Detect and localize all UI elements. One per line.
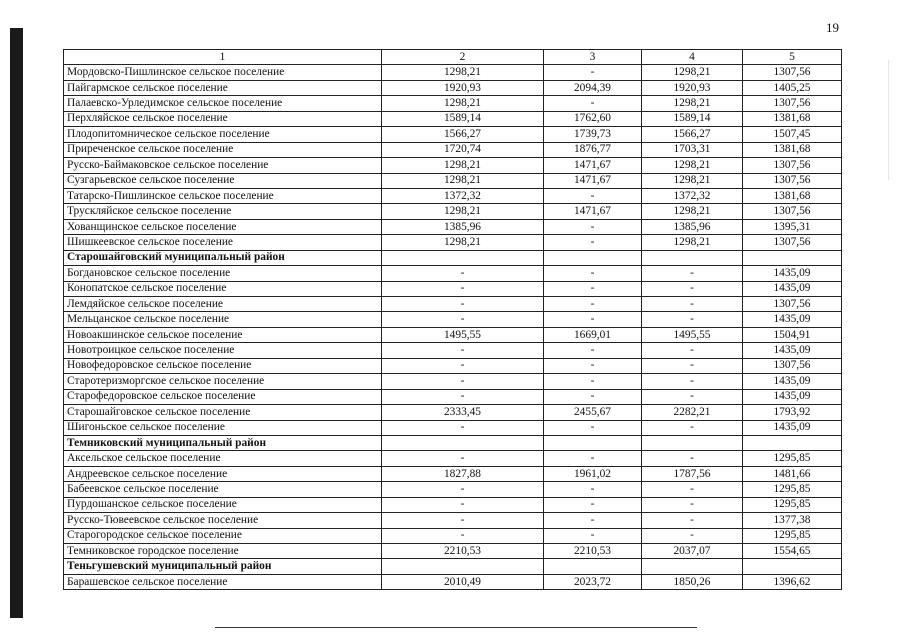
value-col2-cell: 1720,74 (382, 142, 544, 157)
value-col4-cell: - (642, 266, 743, 281)
value-col5-cell: 1435,09 (743, 420, 842, 435)
district-row (64, 435, 842, 450)
table-row (64, 96, 842, 111)
settlement-name-cell: Старошайговское сельское поселение (64, 405, 382, 420)
table-row (64, 281, 842, 296)
settlement-name-cell: Старофедоровское сельское поселение (64, 389, 382, 404)
value-col4-cell: 1787,56 (642, 466, 743, 481)
value-col2-cell: - (382, 451, 544, 466)
value-col4-cell: - (642, 374, 743, 389)
data-table (63, 49, 842, 590)
value-col3-cell: 2094,39 (544, 80, 642, 95)
table-row (64, 297, 842, 312)
settlement-name-cell: Сузгарьевское сельское поселение (64, 173, 382, 188)
value-col2-cell: - (382, 513, 544, 528)
value-col2-cell: 1589,14 (382, 111, 544, 126)
table-row (64, 111, 842, 126)
header-cell-5: 5 (743, 50, 842, 65)
district-name-cell: Старошайговский муниципальный район (64, 250, 382, 265)
value-col3-cell: - (544, 297, 642, 312)
settlement-name-cell: Новотроицкое сельское поселение (64, 343, 382, 358)
value-col4-cell: 1298,21 (642, 204, 743, 219)
district-row (64, 250, 842, 265)
settlement-name-cell: Андреевское сельское поселение (64, 466, 382, 481)
table-row (64, 219, 842, 234)
value-col3-cell: 1876,77 (544, 142, 642, 157)
value-col5-cell: 1307,56 (743, 204, 842, 219)
value-col4-cell: - (642, 389, 743, 404)
value-col4-cell: 1298,21 (642, 65, 743, 80)
value-col3-cell: 1471,67 (544, 158, 642, 173)
value-col2-cell (382, 559, 544, 574)
value-col3-cell: - (544, 281, 642, 296)
header-cell-4: 4 (642, 50, 743, 65)
value-col4-cell: 1298,21 (642, 96, 743, 111)
value-col2-cell: 2210,53 (382, 544, 544, 559)
settlement-name-cell: Темниковское городское поселение (64, 544, 382, 559)
value-col5-cell: 1307,56 (743, 235, 842, 250)
table-row (64, 358, 842, 373)
value-col4-cell: - (642, 497, 743, 512)
value-col2-cell: - (382, 358, 544, 373)
value-col3-cell: - (544, 358, 642, 373)
value-col5-cell: 1504,91 (743, 327, 842, 342)
value-col2-cell: 1298,21 (382, 235, 544, 250)
value-col4-cell: 1850,26 (642, 574, 743, 589)
value-col3-cell: - (544, 235, 642, 250)
value-col3-cell: - (544, 374, 642, 389)
value-col2-cell: 1385,96 (382, 219, 544, 234)
settlement-name-cell: Приреченское сельское поселение (64, 142, 382, 157)
value-col5-cell: 1435,09 (743, 312, 842, 327)
settlement-name-cell: Старогородское сельское поселение (64, 528, 382, 543)
settlement-name-cell: Новоакшинское сельское поселение (64, 327, 382, 342)
value-col5-cell: 1381,68 (743, 111, 842, 126)
value-col4-cell: 1298,21 (642, 235, 743, 250)
value-col4-cell: 1566,27 (642, 127, 743, 142)
value-col3-cell: - (544, 451, 642, 466)
value-col5-cell: 1381,68 (743, 188, 842, 203)
footer-rule (215, 627, 697, 628)
table-row (64, 235, 842, 250)
table-row (64, 389, 842, 404)
value-col4-cell: 1298,21 (642, 173, 743, 188)
settlement-name-cell: Перхляйское сельское поселение (64, 111, 382, 126)
settlement-name-cell: Пурдошанское сельское поселение (64, 497, 382, 512)
value-col5-cell: 1481,66 (743, 466, 842, 481)
value-col2-cell: 2010,49 (382, 574, 544, 589)
table-row (64, 343, 842, 358)
table-row (64, 528, 842, 543)
value-col3-cell: - (544, 266, 642, 281)
value-col3-cell: - (544, 497, 642, 512)
value-col5-cell: 1295,85 (743, 482, 842, 497)
table-row (64, 497, 842, 512)
value-col5-cell (743, 559, 842, 574)
table-row (64, 405, 842, 420)
value-col4-cell (642, 559, 743, 574)
table-row (64, 420, 842, 435)
value-col2-cell: - (382, 482, 544, 497)
value-col3-cell: - (544, 343, 642, 358)
value-col3-cell: - (544, 528, 642, 543)
value-col2-cell: 1827,88 (382, 466, 544, 481)
table-row (64, 127, 842, 142)
value-col4-cell: 2282,21 (642, 405, 743, 420)
value-col4-cell: 1589,14 (642, 111, 743, 126)
value-col4-cell: - (642, 451, 743, 466)
district-name-cell: Теньгушевский муниципальный район (64, 559, 382, 574)
value-col5-cell: 1307,56 (743, 173, 842, 188)
settlement-name-cell: Новофедоровское сельское поселение (64, 358, 382, 373)
settlement-name-cell: Русско-Баймаковское сельское поселение (64, 158, 382, 173)
value-col2-cell: 1298,21 (382, 158, 544, 173)
value-col3-cell: 1762,60 (544, 111, 642, 126)
value-col5-cell: 1405,25 (743, 80, 842, 95)
value-col3-cell: - (544, 482, 642, 497)
value-col5-cell (743, 435, 842, 450)
value-col3-cell: - (544, 96, 642, 111)
value-col3-cell: - (544, 65, 642, 80)
value-col4-cell: - (642, 312, 743, 327)
settlement-name-cell: Мордовско-Пишлинское сельское поселение (64, 65, 382, 80)
settlement-name-cell: Конопатское сельское поселение (64, 281, 382, 296)
value-col4-cell: - (642, 513, 743, 528)
value-col4-cell: - (642, 528, 743, 543)
table-row (64, 173, 842, 188)
value-col2-cell: 1495,55 (382, 327, 544, 342)
value-col4-cell: - (642, 482, 743, 497)
value-col3-cell (544, 250, 642, 265)
value-col5-cell: 1435,09 (743, 343, 842, 358)
value-col2-cell: - (382, 420, 544, 435)
header-cell-3: 3 (544, 50, 642, 65)
value-col2-cell: 1298,21 (382, 65, 544, 80)
header-row (64, 50, 842, 65)
settlement-name-cell: Татарско-Пишлинское сельское поселение (64, 188, 382, 203)
table-row (64, 80, 842, 95)
table-row (64, 451, 842, 466)
value-col3-cell: - (544, 513, 642, 528)
value-col5-cell: 1381,68 (743, 142, 842, 157)
value-col2-cell: 1298,21 (382, 173, 544, 188)
value-col2-cell: 2333,45 (382, 405, 544, 420)
table-row (64, 142, 842, 157)
scan-edge-bar (10, 28, 23, 618)
value-col4-cell: 1920,93 (642, 80, 743, 95)
value-col3-cell: 2455,67 (544, 405, 642, 420)
value-col5-cell: 1435,09 (743, 389, 842, 404)
value-col2-cell: 1566,27 (382, 127, 544, 142)
value-col3-cell: - (544, 219, 642, 234)
value-col3-cell: 2023,72 (544, 574, 642, 589)
value-col3-cell: - (544, 420, 642, 435)
value-col5-cell: 1793,92 (743, 405, 842, 420)
value-col4-cell: 1385,96 (642, 219, 743, 234)
value-col2-cell: - (382, 374, 544, 389)
table-row (64, 188, 842, 203)
table-row (64, 374, 842, 389)
value-col4-cell: - (642, 281, 743, 296)
value-col3-cell: 1471,67 (544, 173, 642, 188)
value-col4-cell: 1495,55 (642, 327, 743, 342)
table-body (64, 50, 842, 590)
value-col2-cell: 1298,21 (382, 96, 544, 111)
value-col5-cell: 1396,62 (743, 574, 842, 589)
value-col5-cell: 1435,09 (743, 281, 842, 296)
value-col5-cell (743, 250, 842, 265)
value-col5-cell: 1295,85 (743, 528, 842, 543)
value-col5-cell: 1307,56 (743, 358, 842, 373)
value-col5-cell: 1307,56 (743, 65, 842, 80)
value-col5-cell: 1554,65 (743, 544, 842, 559)
table-row (64, 466, 842, 481)
value-col5-cell: 1307,56 (743, 297, 842, 312)
settlement-name-cell: Хованщинское сельское поселение (64, 219, 382, 234)
settlement-name-cell: Мельцанское сельское поселение (64, 312, 382, 327)
table-row (64, 266, 842, 281)
value-col2-cell: 1298,21 (382, 204, 544, 219)
settlement-name-cell: Богдановское сельское поселение (64, 266, 382, 281)
value-col5-cell: 1435,09 (743, 266, 842, 281)
value-col5-cell: 1295,85 (743, 497, 842, 512)
settlement-name-cell: Старотеризморгское сельское поселение (64, 374, 382, 389)
value-col4-cell (642, 250, 743, 265)
settlement-name-cell: Плодопитомническое сельское поселение (64, 127, 382, 142)
value-col2-cell: - (382, 297, 544, 312)
value-col2-cell: 1372,32 (382, 188, 544, 203)
value-col5-cell: 1395,31 (743, 219, 842, 234)
settlement-name-cell: Барашевское сельское поселение (64, 574, 382, 589)
value-col3-cell: 1961,02 (544, 466, 642, 481)
table-row (64, 312, 842, 327)
value-col3-cell: 2210,53 (544, 544, 642, 559)
value-col5-cell: 1295,85 (743, 451, 842, 466)
value-col3-cell: 1669,01 (544, 327, 642, 342)
district-name-cell: Темниковский муниципальный район (64, 435, 382, 450)
table-row (64, 482, 842, 497)
settlement-name-cell: Бабеевское сельское поселение (64, 482, 382, 497)
table-row (64, 513, 842, 528)
value-col4-cell: - (642, 343, 743, 358)
table-row (64, 544, 842, 559)
value-col3-cell: - (544, 389, 642, 404)
value-col2-cell: - (382, 497, 544, 512)
settlement-name-cell: Пайгармское сельское поселение (64, 80, 382, 95)
value-col2-cell: - (382, 528, 544, 543)
page-number: 19 (826, 20, 839, 35)
scan-edge-mark (888, 60, 889, 180)
settlement-name-cell: Палаевско-Урледимское сельское поселение (64, 96, 382, 111)
value-col5-cell: 1377,38 (743, 513, 842, 528)
settlement-name-cell: Аксельское сельское поселение (64, 451, 382, 466)
value-col3-cell: - (544, 312, 642, 327)
value-col2-cell: - (382, 312, 544, 327)
table-row (64, 574, 842, 589)
value-col4-cell: - (642, 297, 743, 312)
value-col2-cell (382, 435, 544, 450)
value-col5-cell: 1507,45 (743, 127, 842, 142)
value-col5-cell: 1307,56 (743, 96, 842, 111)
value-col3-cell (544, 435, 642, 450)
table-row (64, 65, 842, 80)
header-cell-1: 1 (64, 50, 382, 65)
value-col3-cell: 1471,67 (544, 204, 642, 219)
settlement-name-cell: Лемдяйское сельское поселение (64, 297, 382, 312)
value-col3-cell (544, 559, 642, 574)
value-col4-cell: 1298,21 (642, 158, 743, 173)
value-col4-cell: - (642, 358, 743, 373)
table-row (64, 327, 842, 342)
value-col4-cell: 2037,07 (642, 544, 743, 559)
value-col2-cell: - (382, 281, 544, 296)
value-col4-cell: 1703,31 (642, 142, 743, 157)
settlement-name-cell: Шишкеевское сельское поселение (64, 235, 382, 250)
value-col2-cell (382, 250, 544, 265)
value-col3-cell: 1739,73 (544, 127, 642, 142)
table-row (64, 204, 842, 219)
value-col4-cell: 1372,32 (642, 188, 743, 203)
value-col4-cell (642, 435, 743, 450)
value-col2-cell: - (382, 389, 544, 404)
header-cell-2: 2 (382, 50, 544, 65)
settlement-name-cell: Трускляйское сельское поселение (64, 204, 382, 219)
value-col5-cell: 1435,09 (743, 374, 842, 389)
value-col5-cell: 1307,56 (743, 158, 842, 173)
settlement-name-cell: Русско-Тювеевское сельское поселение (64, 513, 382, 528)
value-col2-cell: - (382, 266, 544, 281)
value-col2-cell: - (382, 343, 544, 358)
settlement-name-cell: Шигоньское сельское поселение (64, 420, 382, 435)
value-col2-cell: 1920,93 (382, 80, 544, 95)
district-row (64, 559, 842, 574)
value-col3-cell: - (544, 188, 642, 203)
table-row (64, 158, 842, 173)
value-col4-cell: - (642, 420, 743, 435)
